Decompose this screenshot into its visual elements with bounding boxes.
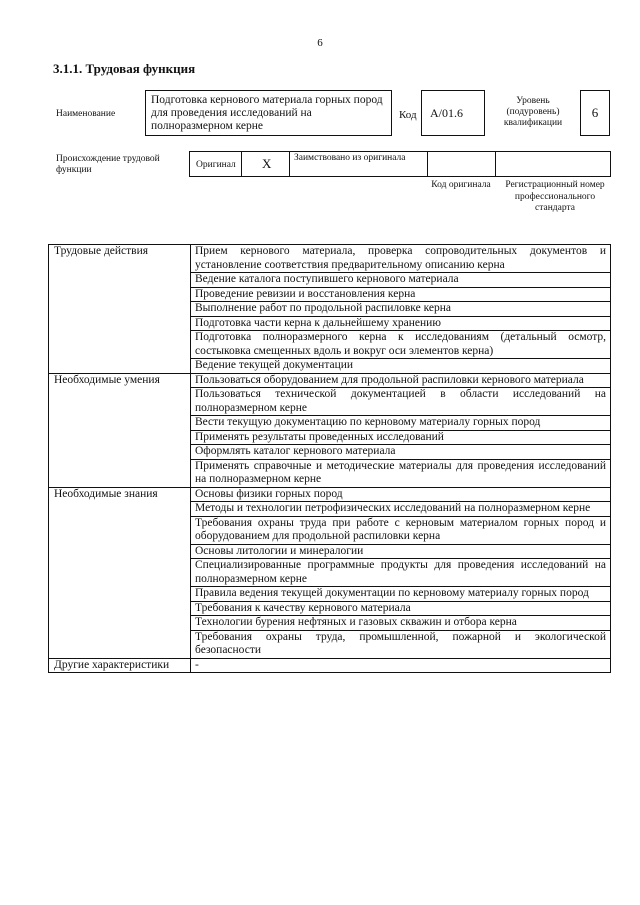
item-cell: Требования охраны труда, промышленной, пожарной и экологической безопасности bbox=[191, 630, 611, 658]
section-title: 3.1.1. Трудовая функция bbox=[53, 61, 196, 76]
reg-caption: Регистрационный номер профессионального стандарта bbox=[505, 180, 605, 213]
item-cell: - bbox=[191, 658, 611, 673]
table-row bbox=[49, 373, 611, 388]
item-cell: Специализированные программные продукты для проведения исследований на полноразмерном керне bbox=[191, 559, 611, 587]
item-cell: Правила ведения текущей документации по керновому материалу горных пород bbox=[191, 587, 611, 602]
item-cell: Основы литологии и минералогии bbox=[191, 544, 611, 559]
table-row bbox=[49, 658, 611, 673]
original-cell bbox=[190, 152, 242, 176]
category-cell: Другие характеристики bbox=[49, 658, 191, 673]
level-label-line-1: Уровень bbox=[516, 96, 550, 106]
item-cell: Основы физики горных пород bbox=[191, 487, 611, 502]
item-cell: Пользоваться технической документацией в области исследований на полноразмерном керне bbox=[191, 388, 611, 416]
item-cell: Прием кернового материала, проверка сопроводительных документов и установление соответствия предварительному описанию керна bbox=[191, 245, 611, 273]
item-cell: Проведение ревизии и восстановления керна bbox=[191, 287, 611, 302]
item-cell: Подготовка части керна к дальнейшему хранению bbox=[191, 316, 611, 331]
item-cell: Технологии бурения нефтяных и газовых скважин и отбора керна bbox=[191, 616, 611, 631]
item-cell: Требования к качеству кернового материала bbox=[191, 601, 611, 616]
table-body bbox=[49, 245, 611, 673]
level-label bbox=[490, 96, 576, 129]
item-cell: Требования охраны труда при работе с керновым материалом горных пород и оборудованием для продольной распиловки керна bbox=[191, 516, 611, 544]
code-label: Код bbox=[399, 109, 417, 121]
name-label: Наименование bbox=[56, 109, 116, 119]
labor-function-table bbox=[48, 244, 611, 673]
original-label: Оригинал bbox=[196, 160, 236, 170]
code-value: А/01.6 bbox=[421, 90, 485, 136]
original-mark-cell bbox=[242, 152, 290, 176]
level-label-line-3: квалификации bbox=[503, 118, 563, 128]
item-cell: Оформлять каталог кернового материала bbox=[191, 445, 611, 460]
item-cell: Выполнение работ по продольной распиловке керна bbox=[191, 302, 611, 317]
original-code-cell bbox=[428, 152, 496, 176]
level-value: 6 bbox=[580, 90, 610, 136]
borrowed-label: Заимствовано из оригинала bbox=[294, 153, 406, 163]
table-row bbox=[49, 245, 611, 273]
name-box bbox=[145, 90, 392, 136]
origin-label: Происхождение трудовой функции bbox=[56, 154, 160, 175]
code-caption: Код оригинала bbox=[431, 180, 491, 190]
category-cell: Необходимые знания bbox=[49, 487, 191, 658]
item-cell: Ведение текущей документации bbox=[191, 359, 611, 374]
original-mark: X bbox=[262, 156, 272, 171]
item-cell: Методы и технологии петрофизических исследований на полноразмерном керне bbox=[191, 502, 611, 517]
name-value: Подготовка кернового материала горных пород для проведения исследований на полноразмерном керне bbox=[151, 94, 383, 132]
item-cell: Применять результаты проведенных исследований bbox=[191, 430, 611, 445]
item-cell: Подготовка полноразмерного керна к исследованиям (детальный осмотр, состыковка смещенных вдоль и вокруг оси элементов керна) bbox=[191, 331, 611, 359]
origin-row bbox=[189, 151, 611, 177]
item-cell: Ведение каталога поступившего кернового материала bbox=[191, 273, 611, 288]
category-cell: Необходимые умения bbox=[49, 373, 191, 487]
borrowed-cell bbox=[290, 152, 428, 176]
page-number: 6 bbox=[317, 37, 323, 49]
item-cell: Пользоваться оборудованием для продольной распиловки кернового материала bbox=[191, 373, 611, 388]
item-cell: Применять справочные и методические материалы для проведения исследований на полноразмерном керне bbox=[191, 459, 611, 487]
category-cell: Трудовые действия bbox=[49, 245, 191, 374]
item-cell: Вести текущую документацию по керновому материалу горных пород bbox=[191, 416, 611, 431]
level-label-line-2: (подуровень) bbox=[506, 107, 560, 117]
table-row bbox=[49, 487, 611, 502]
